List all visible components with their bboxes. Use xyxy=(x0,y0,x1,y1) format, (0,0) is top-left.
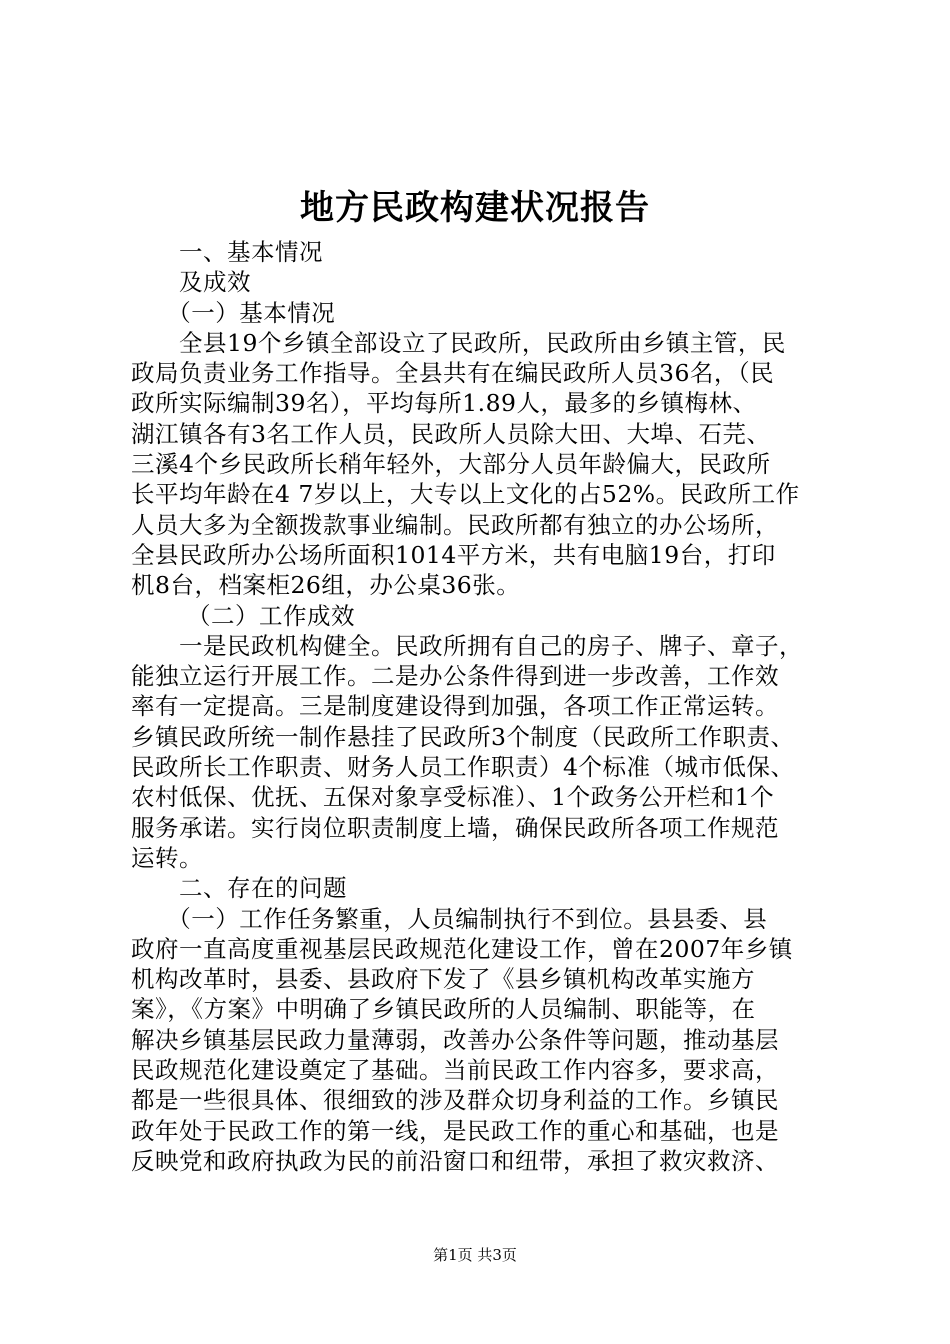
body-line: 政所实际编制39名），平均每所1.89人，最多的乡镇梅林、 xyxy=(131,389,757,418)
body-line: 机构改革时，县委、县政府下发了《县乡镇机构改革实施方 xyxy=(131,965,755,994)
body-line: 解决乡镇基层民政力量薄弱，改善办公条件等问题，推动基层 xyxy=(131,1025,779,1054)
body-line: （一）基本情况 xyxy=(131,298,336,327)
body-line: 民政所长工作职责、财务人员工作职责）4个标准（城市低保、 xyxy=(131,753,795,782)
document-title: 地方民政构建状况报告 xyxy=(300,188,650,228)
body-line: 政府一直高度重视基层民政规范化建设工作，曾在2007年乡镇 xyxy=(131,934,793,963)
document-body xyxy=(131,237,831,1176)
body-line: 政局负责业务工作指导。全县共有在编民政所人员36名，（民 xyxy=(131,359,775,388)
body-line: 二、存在的问题 xyxy=(131,874,347,903)
body-line: 一是民政机构健全。民政所拥有自己的房子、牌子、章子， xyxy=(131,631,803,660)
body-line: 农村低保、优抚、五保对象享受标准）、1个政务公开栏和1个 xyxy=(131,783,775,812)
body-line: 全县民政所办公场所面积1014平方米，共有电脑19台，打印 xyxy=(131,540,776,569)
body-line: （一）工作任务繁重，人员编制执行不到位。县县委、县 xyxy=(131,904,768,933)
body-line: 都是一些很具体、很细致的涉及群众切身利益的工作。乡镇民 xyxy=(131,1086,779,1115)
body-line: 机8台，档案柜26组，办公桌36张。 xyxy=(131,571,521,600)
body-line: 湖江镇各有3名工作人员，民政所人员除大田、大埠、石芫、 xyxy=(131,419,771,448)
body-line: 能独立运行开展工作。二是办公条件得到进一步改善，工作效 xyxy=(131,662,779,691)
body-line: 及成效 xyxy=(131,268,251,297)
body-line: 政年处于民政工作的第一线，是民政工作的重心和基础，也是 xyxy=(131,1116,779,1145)
body-line: 民政规范化建设奠定了基础。当前民政工作内容多，要求高， xyxy=(131,1056,779,1085)
body-line: 长平均年龄在4 7岁以上，大专以上文化的占52%。民政所工作 xyxy=(131,480,800,509)
body-line: 服务承诺。实行岗位职责制度上墙，确保民政所各项工作规范 xyxy=(131,813,779,842)
body-line: 全县19个乡镇全部设立了民政所，民政所由乡镇主管，民 xyxy=(131,328,786,357)
body-line: 人员大多为全额拨款事业编制。民政所都有独立的办公场所， xyxy=(131,510,779,539)
body-line: 反映党和政府执政为民的前沿窗口和纽带，承担了救灾救济、 xyxy=(131,1146,779,1175)
body-line: 一、基本情况 xyxy=(131,238,323,266)
body-line: 乡镇民政所统一制作悬挂了民政所3个制度（民政所工作职责、 xyxy=(131,722,795,751)
body-line: 率有一定提高。三是制度建设得到加强，各项工作正常运转。 xyxy=(131,692,779,721)
body-line: 运转。 xyxy=(131,843,203,872)
body-line: 三溪4个乡民政所长稍年轻外，大部分人员年龄偏大，民政所 xyxy=(131,450,771,479)
page-footer: 第1页 共3页 xyxy=(433,1246,517,1264)
body-line: 案》，《方案》中明确了乡镇民政所的人员编制、职能等，在 xyxy=(131,995,756,1024)
body-line: （二）工作成效 xyxy=(131,601,355,630)
